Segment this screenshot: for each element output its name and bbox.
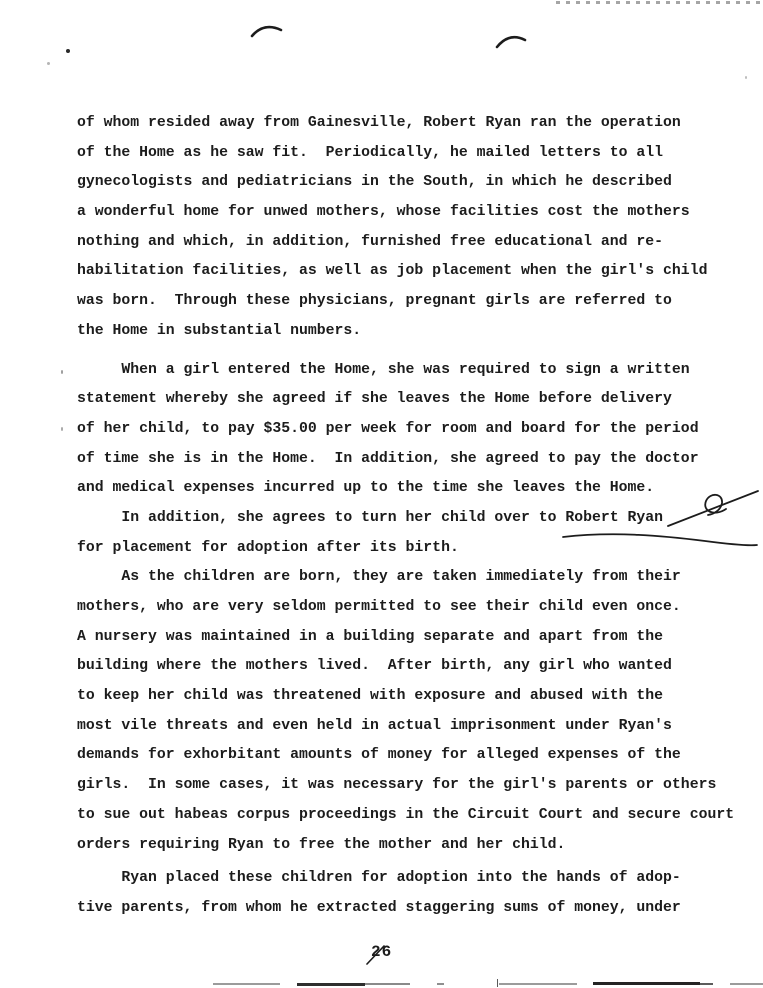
text-line: habilitation facilities, as well as job placement when the girl's child <box>77 263 708 280</box>
text-line: gynecologists and pediatricians in the South, in which he described <box>77 174 672 191</box>
text-line: demands for exhorbitant amounts of money for alleged expenses of the <box>77 747 681 764</box>
paragraph <box>77 356 759 504</box>
paragraph <box>77 504 759 563</box>
text-line: When a girl entered the Home, she was required to sign a written <box>77 361 690 378</box>
text-line: to keep her child was threatened with exposure and abused with the <box>77 688 664 705</box>
scan-speck <box>745 76 747 79</box>
scan-speck <box>61 427 63 431</box>
paragraph <box>77 109 759 347</box>
text-line: girls. In some cases, it was necessary for the girl's parents or others <box>77 777 717 794</box>
scan-edge-segment <box>499 983 577 985</box>
scan-edge-segment <box>213 983 280 985</box>
text-line: to sue out habeas corpus proceedings in the Circuit Court and secure court <box>77 806 735 823</box>
pen-arc-left <box>252 27 281 36</box>
scan-speck <box>47 62 50 65</box>
text-line: A nursery was maintained in a building separate and apart from the <box>77 628 664 645</box>
text-line: and medical expenses incurred up to the time she leaves the Home. <box>77 480 655 497</box>
text-line: building where the mothers lived. After birth, any girl who wanted <box>77 658 672 675</box>
page-number: 26 <box>371 943 393 961</box>
typewritten-text-block <box>77 109 759 924</box>
text-line: mothers, who are very seldom permitted to see their child even once. <box>77 599 681 615</box>
scan-speck <box>61 370 63 374</box>
text-line: a wonderful home for unwed mothers, whose facilities cost the mothers <box>77 204 690 221</box>
text-line: of time she is in the Home. In addition, she agreed to pay the doctor <box>77 450 699 467</box>
text-line: for placement for adoption after its birth. <box>77 539 459 556</box>
scan-speck <box>66 49 70 53</box>
scan-edge-segment <box>365 983 410 985</box>
scan-edge-segment <box>437 983 444 985</box>
pen-arc-right <box>497 37 525 47</box>
text-line: most vile threats and even held in actual imprisonment under Ryan's <box>77 717 672 734</box>
text-line: tive parents, from whom he extracted staggering sums of money, under <box>77 899 681 916</box>
text-line: As the children are born, they are taken immediately from their <box>77 569 681 586</box>
scan-edge-segment <box>700 983 713 985</box>
text-line: of the Home as he saw fit. Periodically, he mailed letters to all <box>77 144 664 161</box>
paragraph <box>77 563 759 860</box>
text-line: orders requiring Ryan to free the mother and her child. <box>77 836 566 853</box>
scan-edge-segment <box>730 983 763 985</box>
text-line: was born. Through these physicians, pregnant girls are referred to <box>77 293 672 310</box>
text-line: the Home in substantial numbers. <box>77 322 362 339</box>
paragraph <box>77 864 759 923</box>
text-line: Ryan placed these children for adoption into the hands of adop- <box>77 870 681 887</box>
text-line: of her child, to pay $35.00 per week for room and board for the period <box>77 420 699 437</box>
text-line: In addition, she agrees to turn her child over to Robert Ryan <box>77 509 664 526</box>
scan-edge-segment <box>297 983 365 986</box>
text-line: statement whereby she agreed if she leaves the Home before delivery <box>77 391 672 408</box>
scan-edge-segment <box>593 982 700 985</box>
dotted-edge-line <box>556 1 763 4</box>
text-line: nothing and which, in addition, furnished free educational and re- <box>77 233 664 250</box>
text-line: of whom resided away from Gainesville, Robert Ryan ran the operation <box>77 115 681 131</box>
scan-edge-tick <box>497 979 498 987</box>
